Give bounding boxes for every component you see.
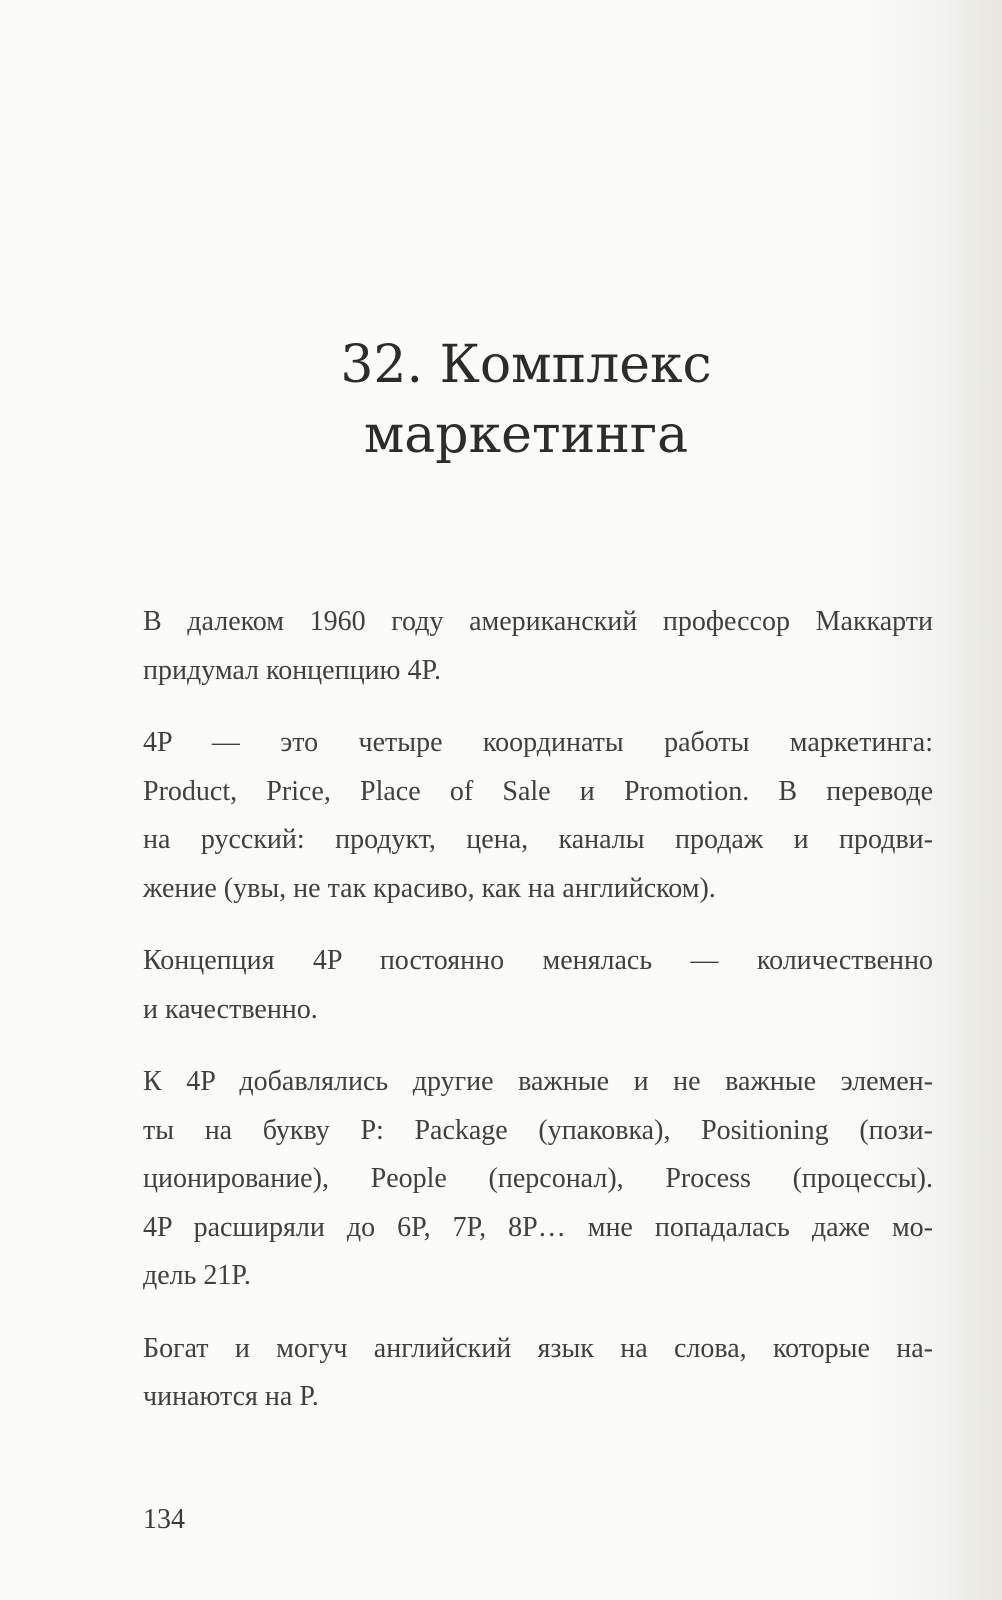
text-line: придумал концепцию 4P.	[143, 654, 441, 686]
text-line: на русский: продукт, цена, каналы продаж и продви-	[143, 824, 933, 855]
paragraph-1	[143, 598, 933, 695]
text-line: Богат и могуч английский язык на слова, которые на-	[143, 1332, 933, 1364]
page-number: 134	[143, 1504, 185, 1535]
text-line: 4P расширяли до 6P, 7P, 8P… мне попадалась даже мо-	[143, 1211, 933, 1243]
text-line: и качественно.	[143, 993, 318, 1025]
body-text	[143, 598, 933, 1446]
text-line: чинаются на P.	[143, 1381, 319, 1412]
paragraph-5	[143, 1325, 933, 1422]
text-line: 4P — это четыре координаты работы маркетинга:	[143, 727, 933, 758]
paragraph-3	[143, 937, 933, 1034]
paragraph-4	[143, 1058, 933, 1301]
chapter-title-line-2: маркетинга	[363, 405, 689, 465]
text-line: ционирование), People (персонал), Process (процессы).	[143, 1163, 933, 1194]
text-line: В далеком 1960 году американский профессор Маккарти	[143, 606, 933, 637]
paragraph-2	[143, 719, 933, 913]
chapter-title-line-1: 32. Комплекс	[340, 335, 712, 395]
text-line: Product, Price, Place of Sale и Promotion. В переводе	[143, 775, 933, 807]
chapter-title	[120, 330, 932, 470]
text-line: ты на букву P: Package (упаковка), Positioning (пози-	[143, 1114, 933, 1146]
text-line: жение (увы, не так красиво, как на английском).	[143, 872, 716, 904]
text-line: Концепция 4P постоянно менялась — количественно	[143, 945, 933, 976]
text-line: дель 21P.	[143, 1260, 251, 1291]
text-line: К 4P добавлялись другие важные и не важные элемен-	[143, 1066, 933, 1097]
